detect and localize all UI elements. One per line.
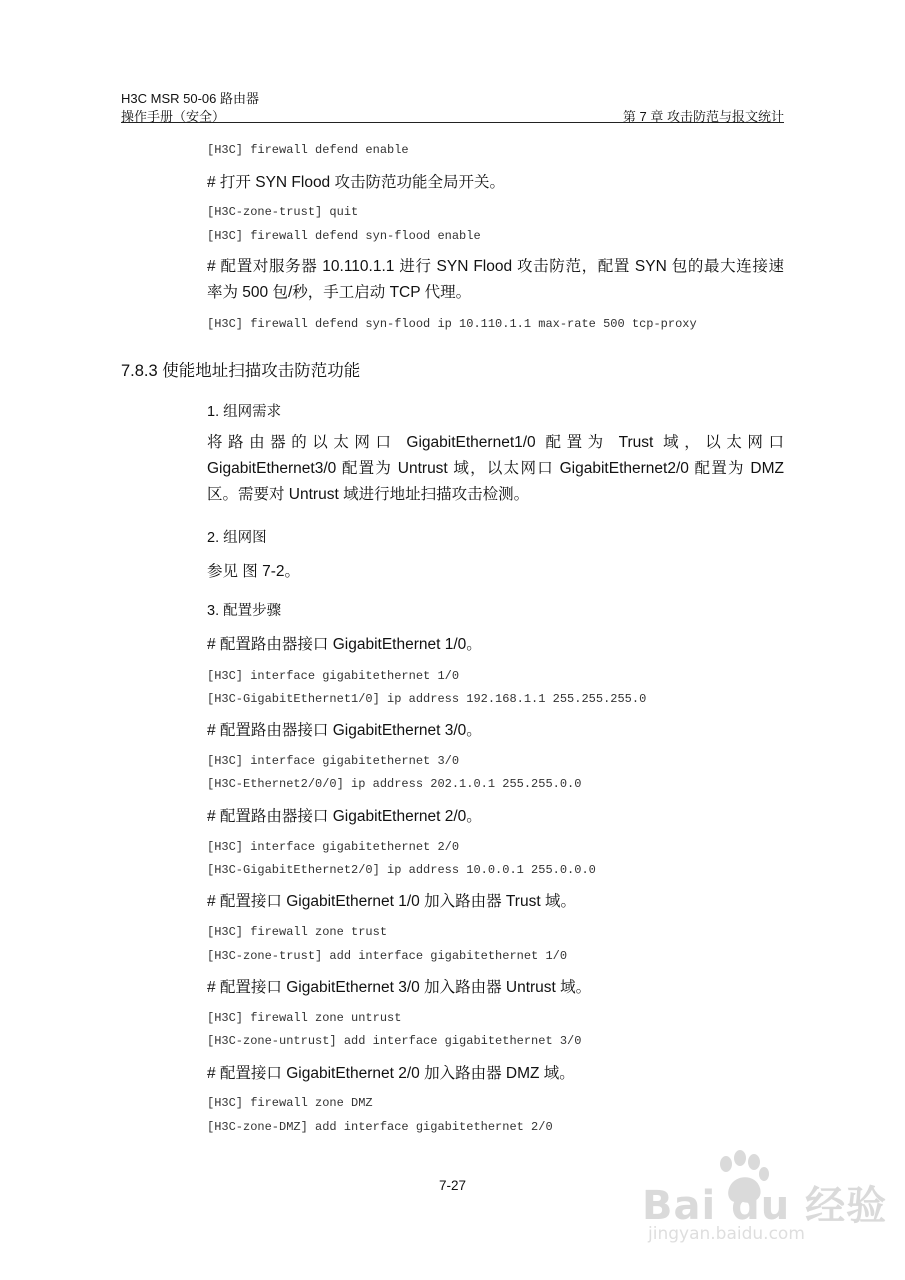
baidu-watermark bbox=[640, 1150, 888, 1250]
code-line: [H3C-GigabitEthernet2/0] ip address 10.0.0.1 255.0.0.0 bbox=[207, 863, 596, 877]
step-comment: # 配置接口 GigabitEthernet 3/0 加入路由器 Untrust 域。 bbox=[207, 979, 592, 996]
requirement-paragraph bbox=[207, 430, 784, 508]
comment-line: # 配置对服务器 10.110.1.1 进行 SYN Flood 攻击防范，配置 SYN 包的最大连接速 bbox=[207, 258, 784, 275]
diagram-reference: 参见 图 7-2。 bbox=[207, 563, 301, 580]
step-comment: # 配置接口 GigabitEthernet 2/0 加入路由器 DMZ 域。 bbox=[207, 1065, 575, 1082]
code-line: [H3C-zone-untrust] add interface gigabitethernet 3/0 bbox=[207, 1034, 582, 1048]
comment-line: # 打开 SYN Flood 攻击防范功能全局开关。 bbox=[207, 174, 505, 191]
header-rule bbox=[121, 122, 784, 123]
code-line: [H3C-zone-trust] quit bbox=[207, 205, 359, 219]
paragraph-line: 将路由器的以太网口 GigabitEthernet1/0 配置为 Trust 域，以太网口 bbox=[207, 434, 784, 451]
watermark-brand: Bai du 经验 bbox=[642, 1183, 888, 1229]
comment-paragraph bbox=[207, 254, 784, 306]
header-product: H3C MSR 50-06 路由器 bbox=[121, 91, 259, 106]
code-line: [H3C] interface gigabitethernet 2/0 bbox=[207, 840, 460, 854]
code-line: [H3C-zone-DMZ] add interface gigabitethernet 2/0 bbox=[207, 1120, 553, 1134]
step-comment: # 配置路由器接口 GigabitEthernet 1/0。 bbox=[207, 636, 482, 653]
subsection-heading: 2. 组网图 bbox=[207, 530, 267, 546]
subsection-heading: 3. 配置步骤 bbox=[207, 603, 282, 619]
code-line: [H3C] firewall defend syn-flood enable bbox=[207, 229, 481, 243]
subsection-heading: 1. 组网需求 bbox=[207, 404, 282, 420]
code-line: [H3C] interface gigabitethernet 3/0 bbox=[207, 754, 460, 768]
watermark-url: jingyan.baidu.com bbox=[648, 1224, 805, 1244]
comment-line: 率为 500 包/秒，手工启动 TCP 代理。 bbox=[207, 284, 472, 301]
code-line: [H3C] firewall defend enable bbox=[207, 143, 409, 157]
step-comment: # 配置路由器接口 GigabitEthernet 3/0。 bbox=[207, 722, 482, 739]
section-title: 7.8.3 使能地址扫描攻击防范功能 bbox=[121, 362, 361, 380]
step-comment: # 配置路由器接口 GigabitEthernet 2/0。 bbox=[207, 808, 482, 825]
code-line: [H3C-zone-trust] add interface gigabitethernet 1/0 bbox=[207, 949, 568, 963]
code-line: [H3C] firewall zone trust bbox=[207, 925, 388, 939]
code-line: [H3C-GigabitEthernet1/0] ip address 192.168.1.1 255.255.255.0 bbox=[207, 692, 647, 706]
header-manual: 操作手册（安全） bbox=[121, 109, 226, 124]
paragraph-line: GigabitEthernet3/0 配置为 Untrust 域，以太网口 GigabitEthernet2/0 配置为 DMZ bbox=[207, 460, 784, 477]
page-number: 7-27 bbox=[438, 1178, 467, 1193]
code-line: [H3C] interface gigabitethernet 1/0 bbox=[207, 669, 460, 683]
code-line: [H3C] firewall zone untrust bbox=[207, 1011, 402, 1025]
step-comment: # 配置接口 GigabitEthernet 1/0 加入路由器 Trust 域。 bbox=[207, 893, 576, 910]
code-line: [H3C-Ethernet2/0/0] ip address 202.1.0.1 255.255.0.0 bbox=[207, 777, 582, 791]
header-chapter: 第 7 章 攻击防范与报文统计 bbox=[622, 109, 784, 124]
code-line: [H3C] firewall zone DMZ bbox=[207, 1096, 373, 1110]
code-line: [H3C] firewall defend syn-flood ip 10.110.1.1 max-rate 500 tcp-proxy bbox=[207, 317, 697, 331]
paragraph-line: 区。需要对 Untrust 域进行地址扫描攻击检测。 bbox=[207, 486, 530, 503]
